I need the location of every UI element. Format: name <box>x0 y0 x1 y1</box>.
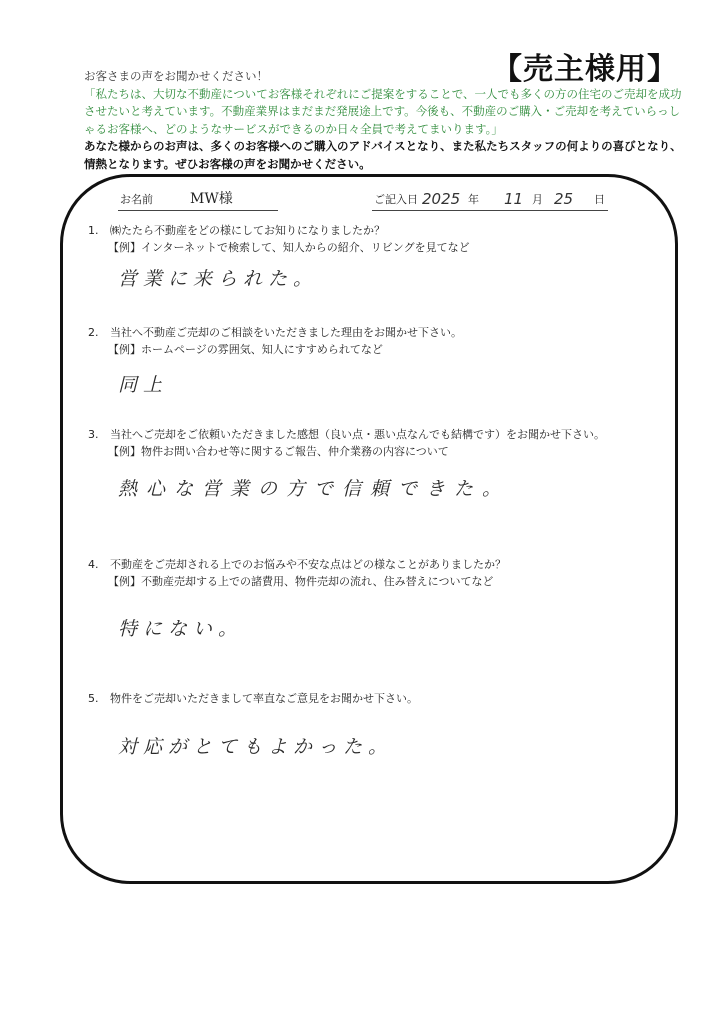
name-field <box>118 186 278 211</box>
name-value: MW様 <box>190 191 233 207</box>
question-number: 4. <box>88 558 99 571</box>
name-label: お名前 <box>120 193 153 206</box>
question-text: 当社へご売却をご依頼いただきました感想（良い点・悪い点なんでも結構です）をお聞かせ下さい。 <box>110 428 605 441</box>
question-4 <box>88 556 678 590</box>
question-number: 5. <box>88 692 99 705</box>
intro-text <box>84 68 684 173</box>
date-year: 2025 <box>422 190 461 208</box>
question-example: 【例】不動産売却する上での諸費用、物件売却の流れ、住み替えについてなど <box>108 575 494 588</box>
question-3 <box>88 426 678 460</box>
question-number: 2. <box>88 326 99 339</box>
question-text: ㈱たたら不動産をどの様にしてお知りになりましたか？ <box>110 224 385 237</box>
company-message: 「私たちは、大切な不動産についてお客様それぞれにご提案をすることで、一人でも多くの方の住宅のご売却を成功させたいと考えています。不動産業界はまだまだ発展途上です。今後も、不動産のご購入・ご売却を考えていらっしゃるお客様へ、どのようなサービスができるのか日々全員で考えてまいります。」 <box>84 86 682 136</box>
date-month: 11 <box>504 190 524 208</box>
question-text: 当社へ不動産ご売却のご相談をいただきました理由をお聞かせ下さい。 <box>110 326 462 339</box>
seller-badge: 【売主様用】 <box>492 52 678 87</box>
date-month-unit: 月 <box>532 193 543 206</box>
date-day-unit: 日 <box>594 193 605 206</box>
date-label: ご記入日 <box>374 193 418 206</box>
date-year-unit: 年 <box>468 193 479 206</box>
answer-1: 営業に来られた。 <box>118 268 319 290</box>
closing-message: あなた様からのお声は、多くのお客様へのご購入のアドバイスとなり、また私たちスタッフの何よりの喜びとなり、情熱となります。ぜひお客様の声をお聞かせください。 <box>84 139 682 171</box>
question-example: 【例】ホームページの雰囲気、知人にすすめられてなど <box>108 343 383 356</box>
question-number: 3. <box>88 428 99 441</box>
question-5 <box>88 690 678 707</box>
question-text: 物件をご売却いただきまして率直なご意見をお聞かせ下さい。 <box>110 692 418 705</box>
answer-4: 特にない。 <box>118 618 244 640</box>
question-2 <box>88 324 678 358</box>
question-text: 不動産をご売却される上でのお悩みや不安な点はどの様なことがありましたか？ <box>110 558 506 571</box>
date-day: 25 <box>554 190 574 208</box>
answer-5: 対応がとてもよかった。 <box>118 736 394 758</box>
question-1 <box>88 222 678 256</box>
question-number: 1. <box>88 224 99 237</box>
question-example: 【例】インターネットで検索して、知人からの紹介、リビングを見てなど <box>108 241 470 254</box>
greeting: お客さまの声をお聞かせください！ <box>84 69 268 83</box>
question-example: 【例】物件お問い合わせ等に関するご報告、仲介業務の内容について <box>108 445 449 458</box>
answer-3: 熱心な営業の方で信頼できた。 <box>118 478 511 500</box>
date-field <box>372 186 608 211</box>
answer-2: 同上 <box>118 374 169 396</box>
